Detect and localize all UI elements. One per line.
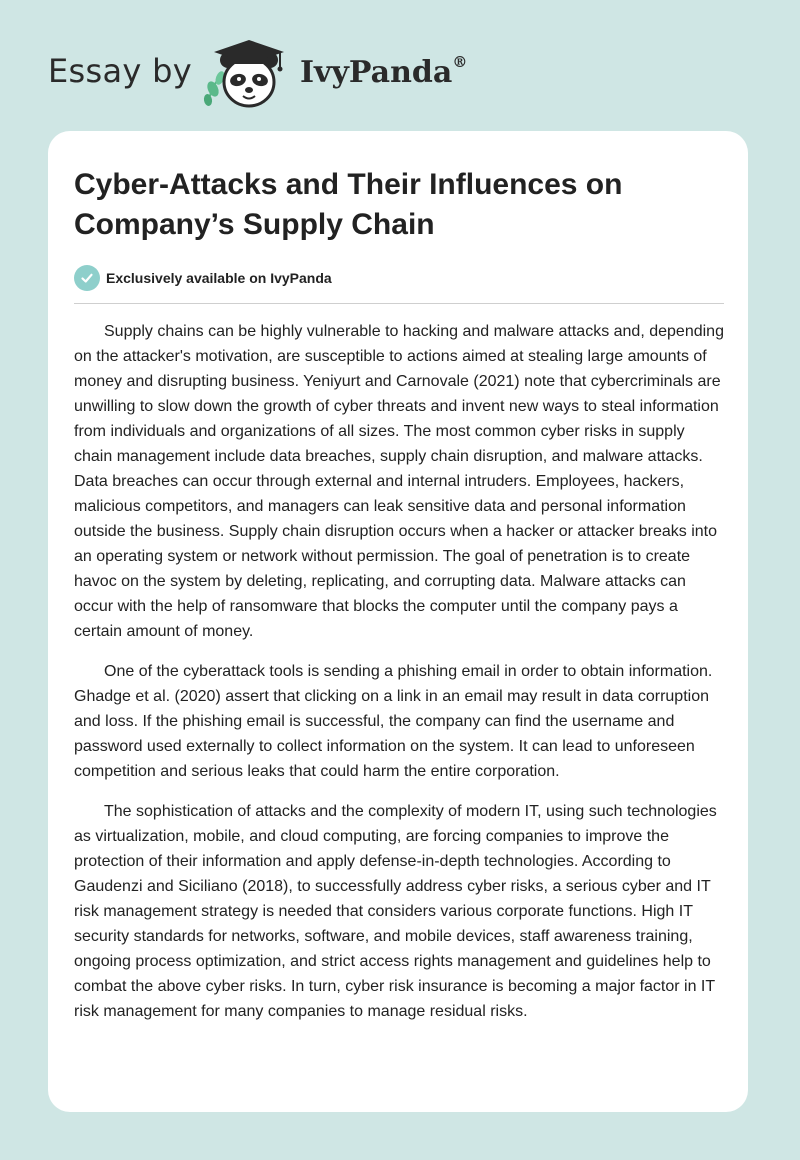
paragraph: The sophistication of attacks and the complexity of modern IT, using such technologies as virtualization, mobile, and cloud computing, are forcing companies to improve the protection of their information and apply defense-in-depth technologies. According to Gaudenzi and Siciliano (2018), to successfully address cyber risks, a serious cyber and IT risk management strategy is needed that considers various corporate functions. High IT security standards for networks, software, and mobile devices, staff awareness training, ongoing process optimization, and strict access rights management and guidelines help to combat the above cyber risks. In turn, cyber risk insurance is becoming a major factor in IT risk management for many companies to manage residual risks.: [74, 803, 717, 1020]
paragraph: Supply chains can be highly vulnerable to hacking and malware attacks and, depending on the attacker's motivation, are susceptible to actions aimed at stealing large amounts of money and disrupting business. Yeniyurt and Carnovale (2021) note that cybercriminals are unwilling to slow down the growth of cyber threats and invent new ways to steal information from individuals and organizations of all sizes. The most common cyber risks in supply chain management include data breaches, supply chain disruption, and malware attacks. Data breaches can occur through external and internal intruders. Employees, hackers, malicious competitors, and managers can leak sensitive data and personal information outside the business. Supply chain disruption occurs when a hacker or attacker breaks into an operating system or network without permission. The goal of penetration is to create havoc on the system by deleting, replicating, and corrupting data. Malware attacks can occur with the help of ransomware that blocks the computer until the company pays a certain amount of money.: [74, 323, 724, 640]
site-header: [0, 0, 800, 130]
essay-title: Cyber-Attacks and Their Influences on Company’s Supply Chain: [74, 168, 623, 241]
check-icon: [74, 265, 100, 291]
essay-card: [48, 131, 748, 1112]
brand-prefix: Essay by: [48, 52, 192, 90]
divider: [74, 303, 724, 304]
registered-mark: ®: [452, 53, 468, 71]
brand-name-text: IvyPanda: [300, 55, 453, 90]
brand-name[interactable]: [300, 55, 467, 90]
paragraph: One of the cyberattack tools is sending a phishing email in order to obtain information. Ghadge et al. (2020) assert that clicking on a link in an email may result in data corruption and loss. If the phishing email is successful, the company can find the username and password used externally to collect information on the system. It can lead to unforeseen competition and serious leaks that could harm the entire corporation.: [74, 663, 713, 780]
panda-logo-icon[interactable]: [200, 34, 296, 114]
exclusive-badge: [74, 265, 332, 291]
essay-body: [74, 319, 726, 1039]
exclusive-badge-label: Exclusively available on IvyPanda: [106, 270, 332, 286]
